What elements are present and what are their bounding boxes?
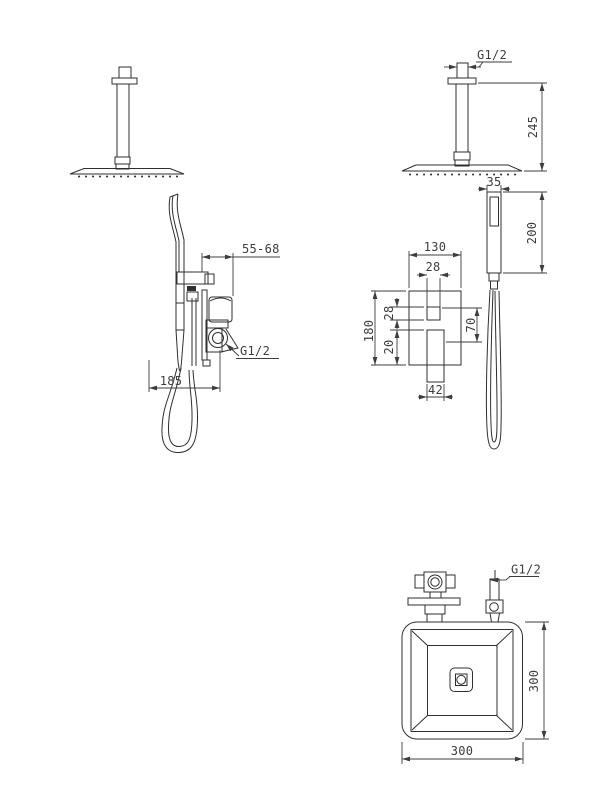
outlet-stem <box>490 579 499 600</box>
mount-base <box>427 614 442 622</box>
label-inlet-thread: G1/2 <box>477 48 508 62</box>
outlet-taper <box>490 613 500 622</box>
label-arm-drop: 245 <box>526 115 540 139</box>
dim-handle-inset <box>382 330 424 365</box>
valve-handle-tip <box>203 360 210 366</box>
head-inner-panel <box>428 646 498 716</box>
handset-nut-lower <box>491 281 498 289</box>
valve-body-saddle <box>210 298 231 301</box>
dim-hose-offset <box>149 350 220 392</box>
side-shower-head <box>70 169 184 177</box>
dim-spout-width <box>417 260 450 307</box>
dim-spout-height <box>382 298 424 329</box>
arm-pipe <box>117 84 129 157</box>
holder-knob <box>205 274 214 284</box>
side-view <box>70 67 280 453</box>
label-handle-width: 42 <box>427 383 444 397</box>
hose-inner <box>491 290 497 442</box>
plan-hose-outlet <box>486 570 503 622</box>
dim-valve-depth <box>202 242 280 296</box>
label-spout-height: 28 <box>382 305 396 321</box>
valve-handle <box>427 330 444 382</box>
handset-nut <box>489 273 499 281</box>
label-handset-width: 35 <box>486 175 502 189</box>
label-hose-offset: 185 <box>159 374 183 388</box>
label-spout-to-handle: 70 <box>464 317 478 333</box>
dim-handset-length <box>503 192 547 273</box>
mount-lug-left <box>415 575 424 588</box>
arm-nipple <box>457 63 468 78</box>
outlet-bore <box>490 603 499 612</box>
dim-outlet-thread <box>226 344 279 359</box>
holder-screw <box>187 286 196 291</box>
dim-top-inlet-thread <box>490 563 541 581</box>
front-view <box>362 48 547 449</box>
handset-spray-face <box>490 197 499 226</box>
mount-port-inner <box>431 578 439 586</box>
dim-head-width <box>402 742 523 764</box>
label-head-depth: 300 <box>527 669 541 693</box>
front-hand-shower <box>486 192 501 449</box>
valve-outlet-ring <box>209 329 228 348</box>
hose-outer <box>486 290 501 449</box>
arm-nipple <box>119 67 131 78</box>
side-ceiling-arm <box>112 67 137 169</box>
label-trim-height: 180 <box>362 319 376 343</box>
mount-bar <box>408 598 460 605</box>
handset-taper-left <box>176 330 180 371</box>
center-port <box>457 675 466 684</box>
front-mixer-valve <box>409 291 461 382</box>
label-head-width: 300 <box>450 744 474 758</box>
arm-flange <box>448 78 476 84</box>
mount-body <box>425 605 445 614</box>
label-side-outlet-thread: G1/2 <box>240 344 271 358</box>
dim-head-depth <box>525 622 549 739</box>
side-dimensions <box>149 242 280 392</box>
handset-taper-right <box>181 330 185 371</box>
top-dimensions <box>402 563 549 765</box>
mount-lug-right <box>446 575 455 588</box>
plan-shower-head <box>402 622 523 739</box>
arm-connector <box>115 157 130 164</box>
mount-port-outer <box>428 575 442 589</box>
dim-inlet-thread <box>444 48 512 67</box>
dim-handle-width <box>418 383 453 401</box>
label-handset-length: 200 <box>525 221 539 245</box>
dim-spout-to-handle <box>442 308 482 342</box>
label-handle-inset: 20 <box>382 339 396 355</box>
valve-spout-wedge <box>221 329 238 352</box>
handset-edge-right <box>177 194 184 330</box>
top-view <box>402 563 549 765</box>
front-ceiling-arm <box>448 63 476 166</box>
handset-edge-left <box>169 197 176 330</box>
label-spout-width: 28 <box>425 260 441 274</box>
valve-spout-square <box>427 307 440 320</box>
valve-trim-plate <box>409 291 461 365</box>
mount-neck <box>430 592 441 598</box>
arm-flange <box>112 78 137 84</box>
dim-arm-drop <box>478 83 547 171</box>
handset-holder <box>177 272 208 284</box>
valve-body <box>209 297 232 322</box>
label-top-inlet-thread: G1/2 <box>511 562 542 577</box>
arm-pipe <box>456 84 468 152</box>
handset-cap <box>170 194 178 197</box>
front-dimensions <box>362 48 547 401</box>
plan-arm-mount <box>408 572 460 622</box>
dim-handset-width <box>478 175 510 192</box>
arm-connector <box>454 152 470 160</box>
label-valve-depth-range: 55-68 <box>242 242 280 256</box>
label-trim-width: 130 <box>423 240 447 254</box>
center-boss <box>450 668 473 692</box>
head-outer-rim <box>402 622 523 739</box>
